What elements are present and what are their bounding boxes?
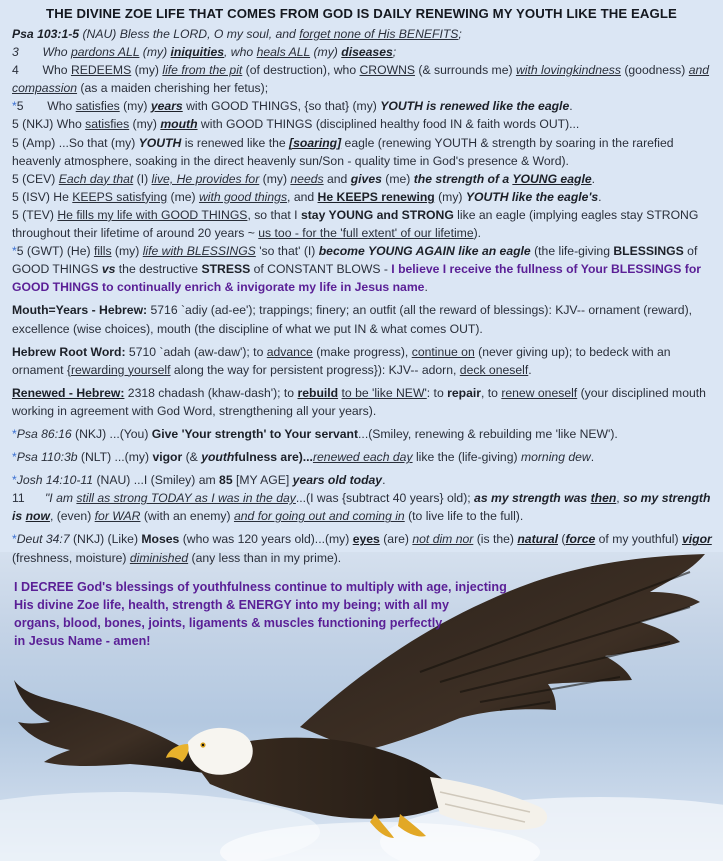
scripture-text — [12, 25, 712, 567]
page-title: THE DIVINE ZOE LIFE THAT COMES FROM GOD IS DAILY RENEWING MY YOUTH LIKE THE EAGLE — [46, 6, 677, 21]
verse-tev: 5 (TEV) He fills my life with GOOD THINGS, so that I stay YOUNG and STRONG like an eagle (implying eagles stay STRONG throughout their lifetime of around 20 years ~ us too - for the 'full extent' of our lifetime). — [12, 207, 699, 241]
def-renewed: Renewed - Hebrew: 2318 chadash (khaw-dash'); to rebuild to be 'like NEW': to repair, to renew oneself (your disciplined mouth working in agreement with God Word, strengthening all your years). — [12, 385, 706, 418]
def-mouth: Mouth=Years - Hebrew: 5716 `adiy (ad-ee'); trappings; finery; an outfit (all the reward of blessings): KJV-- ornament (reward), excellence (wise choices), mouth (the discipline of what we put IN & what comes OUT). — [12, 303, 693, 336]
decree-line: organs, blood, bones, joints, ligaments & muscles functioning perfectly — [14, 616, 443, 630]
verse-cev: 5 (CEV) Each day that (I) live, He provides for (my) needs and gives (me) the strength of a YOUNG eagle. — [12, 171, 595, 186]
decree-block — [14, 578, 514, 650]
verse-psa103-5: *5 Who satisfies (my) years with GOOD THINGS, {so that} (my) YOUTH is renewed like the eagle. — [12, 99, 573, 114]
verse-psa86: *Psa 86:16 (NKJ) ...(You) Give 'Your strength' to Your servant...(Smiley, renewing & rebuilding me 'like NEW'). — [12, 426, 618, 441]
decree-line: His divine Zoe life, health, strength & ENERGY into my being; with all my — [14, 598, 450, 612]
verse-deut: *Deut 34:7 (NKJ) (Like) Moses (who was 120 years old)...(my) eyes (are) not dim nor (is the) natural (force of my youthful) vigor (freshness, moisture) diminished (any less than in my prime). — [12, 532, 712, 565]
verse-josh: *Josh 14:10-11 (NAU) ...I (Smiley) am 85 [MY AGE] years old today. — [12, 473, 386, 488]
verse-isv: 5 (ISV) He KEEPS satisfying (me) with good things, and He KEEPS renewing (my) YOUTH like the eagle's. — [12, 189, 602, 204]
verse-psa110: *Psa 110:3b (NLT) ...(my) vigor (& youthfulness are)...renewed each day like the (life-giving) morning dew. — [12, 450, 595, 465]
def-root: Hebrew Root Word: 5710 `adah (aw-daw'); to advance (make progress), continue on (never giving up); to bedeck with an ornament {rewarding yourself along the way for persistent progress}): KJV-- adorn, deck oneself. — [12, 344, 671, 377]
verse-psa103-1: Psa 103:1-5 (NAU) Bless the LORD, O my soul, and forget none of His BENEFITS; — [12, 27, 462, 41]
decree-line: in Jesus Name - amen! — [14, 634, 151, 648]
verse-psa103-3: 3 Who pardons ALL (my) iniquities, who heals ALL (my) diseases; — [12, 45, 397, 60]
verse-josh-11: 11 "I am still as strong TODAY as I was in the day...(I was {subtract 40 years} old); as my strength was then, so my strength is now, (even) for WAR (with an enemy) and for going out and coming in (to live life to the full). — [12, 491, 711, 524]
verse-nkj: 5 (NKJ) Who satisfies (my) mouth with GOOD THINGS (disciplined healthy food IN & faith words OUT)... — [12, 117, 580, 132]
verse-amp: 5 (Amp) ...So that (my) YOUTH is renewed like the [soaring] eagle (renewing YOUTH & strength by soaring in the rarefied heavenly atmosphere, soaking in the direct heavenly sun/Son - quality time in God's presence & Word). — [12, 135, 674, 168]
verse-gwt: *5 (GWT) (He) fills (my) life with BLESSINGS 'so that' (I) become YOUNG AGAIN like an eagle (the life-giving BLESSINGS of GOOD THINGS vs the destructive STRESS of CONSTANT BLOWS - I believe I receive the fullness of Your BLESSINGS for GOOD THINGS to continually enrich & invigorate my life in Jesus name. — [12, 244, 702, 295]
verse-psa103-4: 4 Who REDEEMS (my) life from the pit (of destruction), who CROWNS (& surrounds me) with lovingkindness (goodness) and compassion (as a maiden cherishing her fetus); — [12, 63, 710, 96]
decree-line: I DECREE God's blessings of youthfulness continue to multiply with age, injecting — [14, 580, 507, 594]
